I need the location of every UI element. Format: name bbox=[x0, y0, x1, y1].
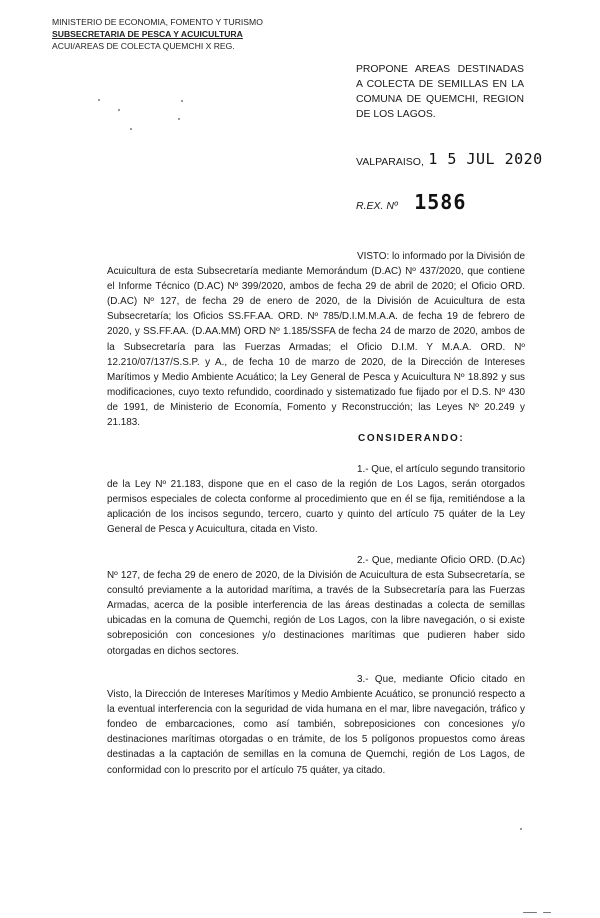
date-stamp: 1 5 JUL 2020 bbox=[428, 150, 543, 168]
visto-paragraph bbox=[107, 249, 525, 430]
ministry-name: MINISTERIO DE ECONOMIA, FOMENTO Y TURISMO bbox=[52, 17, 263, 27]
considerando-1 bbox=[107, 462, 525, 537]
considerando-1-lead: 1.- Que, el artículo segundo bbox=[357, 464, 479, 475]
considerando-2-lead: 2.- Que, mediante Oficio ORD. bbox=[357, 555, 494, 566]
subsecretaria-name: SUBSECRETARIA DE PESCA Y ACUICULTURA bbox=[52, 28, 243, 39]
resolution-number: 1586 bbox=[414, 190, 467, 214]
considerando-2-body: (D.Ac) Nº 127, de fecha 29 de enero de 2020, de la División de Acuicultura de esta Subsecretaría, se consultó previamente a la autoridad marítima, a través de la Subsecretaría para las Fuerzas Armadas, acerca de la posible interferencia de las áreas destinadas a colecta de semillas ubicadas en la comuna de Quemchi, región de Los Lagos, con la libre navegación, o si existe sobreposición con concesiones y/o destinaciones marítimas que pudieren haber sido otorgadas en dichos sectores. bbox=[107, 555, 525, 657]
visto-body: Acuicultura de esta Subsecretaría mediante Memorándum (D.AC) Nº 437/2020, que contiene el Informe Técnico (D.AC) Nº 399/2020, ambos de fecha 29 de abril de 2020; el Oficio ORD. (D.AC) Nº 127, de fecha 29 de enero de 2020, de la División de Acuicultura de esta Subsecretaría; los Oficios SS.FF.AA. ORD. Nº 785/D.I.M.M.A.A. de fecha 19 de febrero de 2020, y SS.FF.AA. (D.AA.MM) ORD Nº 1.185/SSFA de fecha 24 de marzo de 2020, ambos de la Subsecretaría para las Fuerzas Armadas; el Oficio D.I.M. Y M.A.A. ORD. Nº 12.210/07/137/S.S.P. y A., de fecha 10 de marzo de 2020, de la Dirección de Intereses Marítimos y Medio Ambiente Acuático; la Ley General de Pesca y Acuicultura Nº 18.892 y sus modificaciones, cuyo texto refundido, coordinado y sistematizado fue fijado por el D.S. Nº 430 de 1991, de Ministerio de Economía, Fomento y Reconstrucción; las Leyes Nº 20.249 y 21.183. bbox=[107, 266, 525, 429]
considerando-2 bbox=[107, 553, 525, 659]
date-line bbox=[356, 150, 543, 174]
reference-code: ACUI/AREAS DE COLECTA QUEMCHI X REG. bbox=[52, 41, 235, 51]
letterhead bbox=[52, 17, 263, 53]
considerando-3 bbox=[107, 672, 525, 778]
visto-lead: VISTO: lo informado por la División de bbox=[357, 251, 525, 262]
considerando-3-lead: 3.- Que, mediante Oficio citado en bbox=[357, 674, 525, 685]
resolution-label: R.EX. Nº bbox=[356, 200, 398, 212]
subject-summary: PROPONE AREAS DESTINADAS A COLECTA DE SEMILLAS EN LA COMUNA DE QUEMCHI, REGION DE LOS LAGOS. bbox=[356, 64, 524, 120]
considerando-1-body: transitorio de la Ley Nº 21.183, dispone que en el caso de la región de Los Lagos, serán otorgados permisos especiales de colecta conforme al procedimiento que en él se fija, remitiéndose a la aplicación de los incisos segundo, tercero, cuarto y quinto del artículo 75 quáter de la Ley General de Pesca y Acuicultura, citada en Visto. bbox=[107, 464, 525, 536]
resolution-line bbox=[356, 190, 466, 214]
considerando-heading: CONSIDERANDO: bbox=[358, 433, 465, 444]
considerando-3-body: Visto, la Dirección de Intereses Marítimos y Medio Ambiente Acuático, se pronunció respecto a la eventual interferencia con la seguridad de vida humana en el mar, libre navegación, tráfico y fondeo de embarcaciones, como así también, sobreposiciones con concesiones y/o destinaciones marítimas otorgadas o en trámite, de los 5 polígonos propuestos como áreas destinadas a la captación de semillas en la comuna de Quemchi, región de Los Lagos, de conformidad con lo prescrito por el artículo 75 quáter, ya citado. bbox=[107, 689, 525, 776]
date-place: VALPARAISO, bbox=[356, 156, 424, 168]
